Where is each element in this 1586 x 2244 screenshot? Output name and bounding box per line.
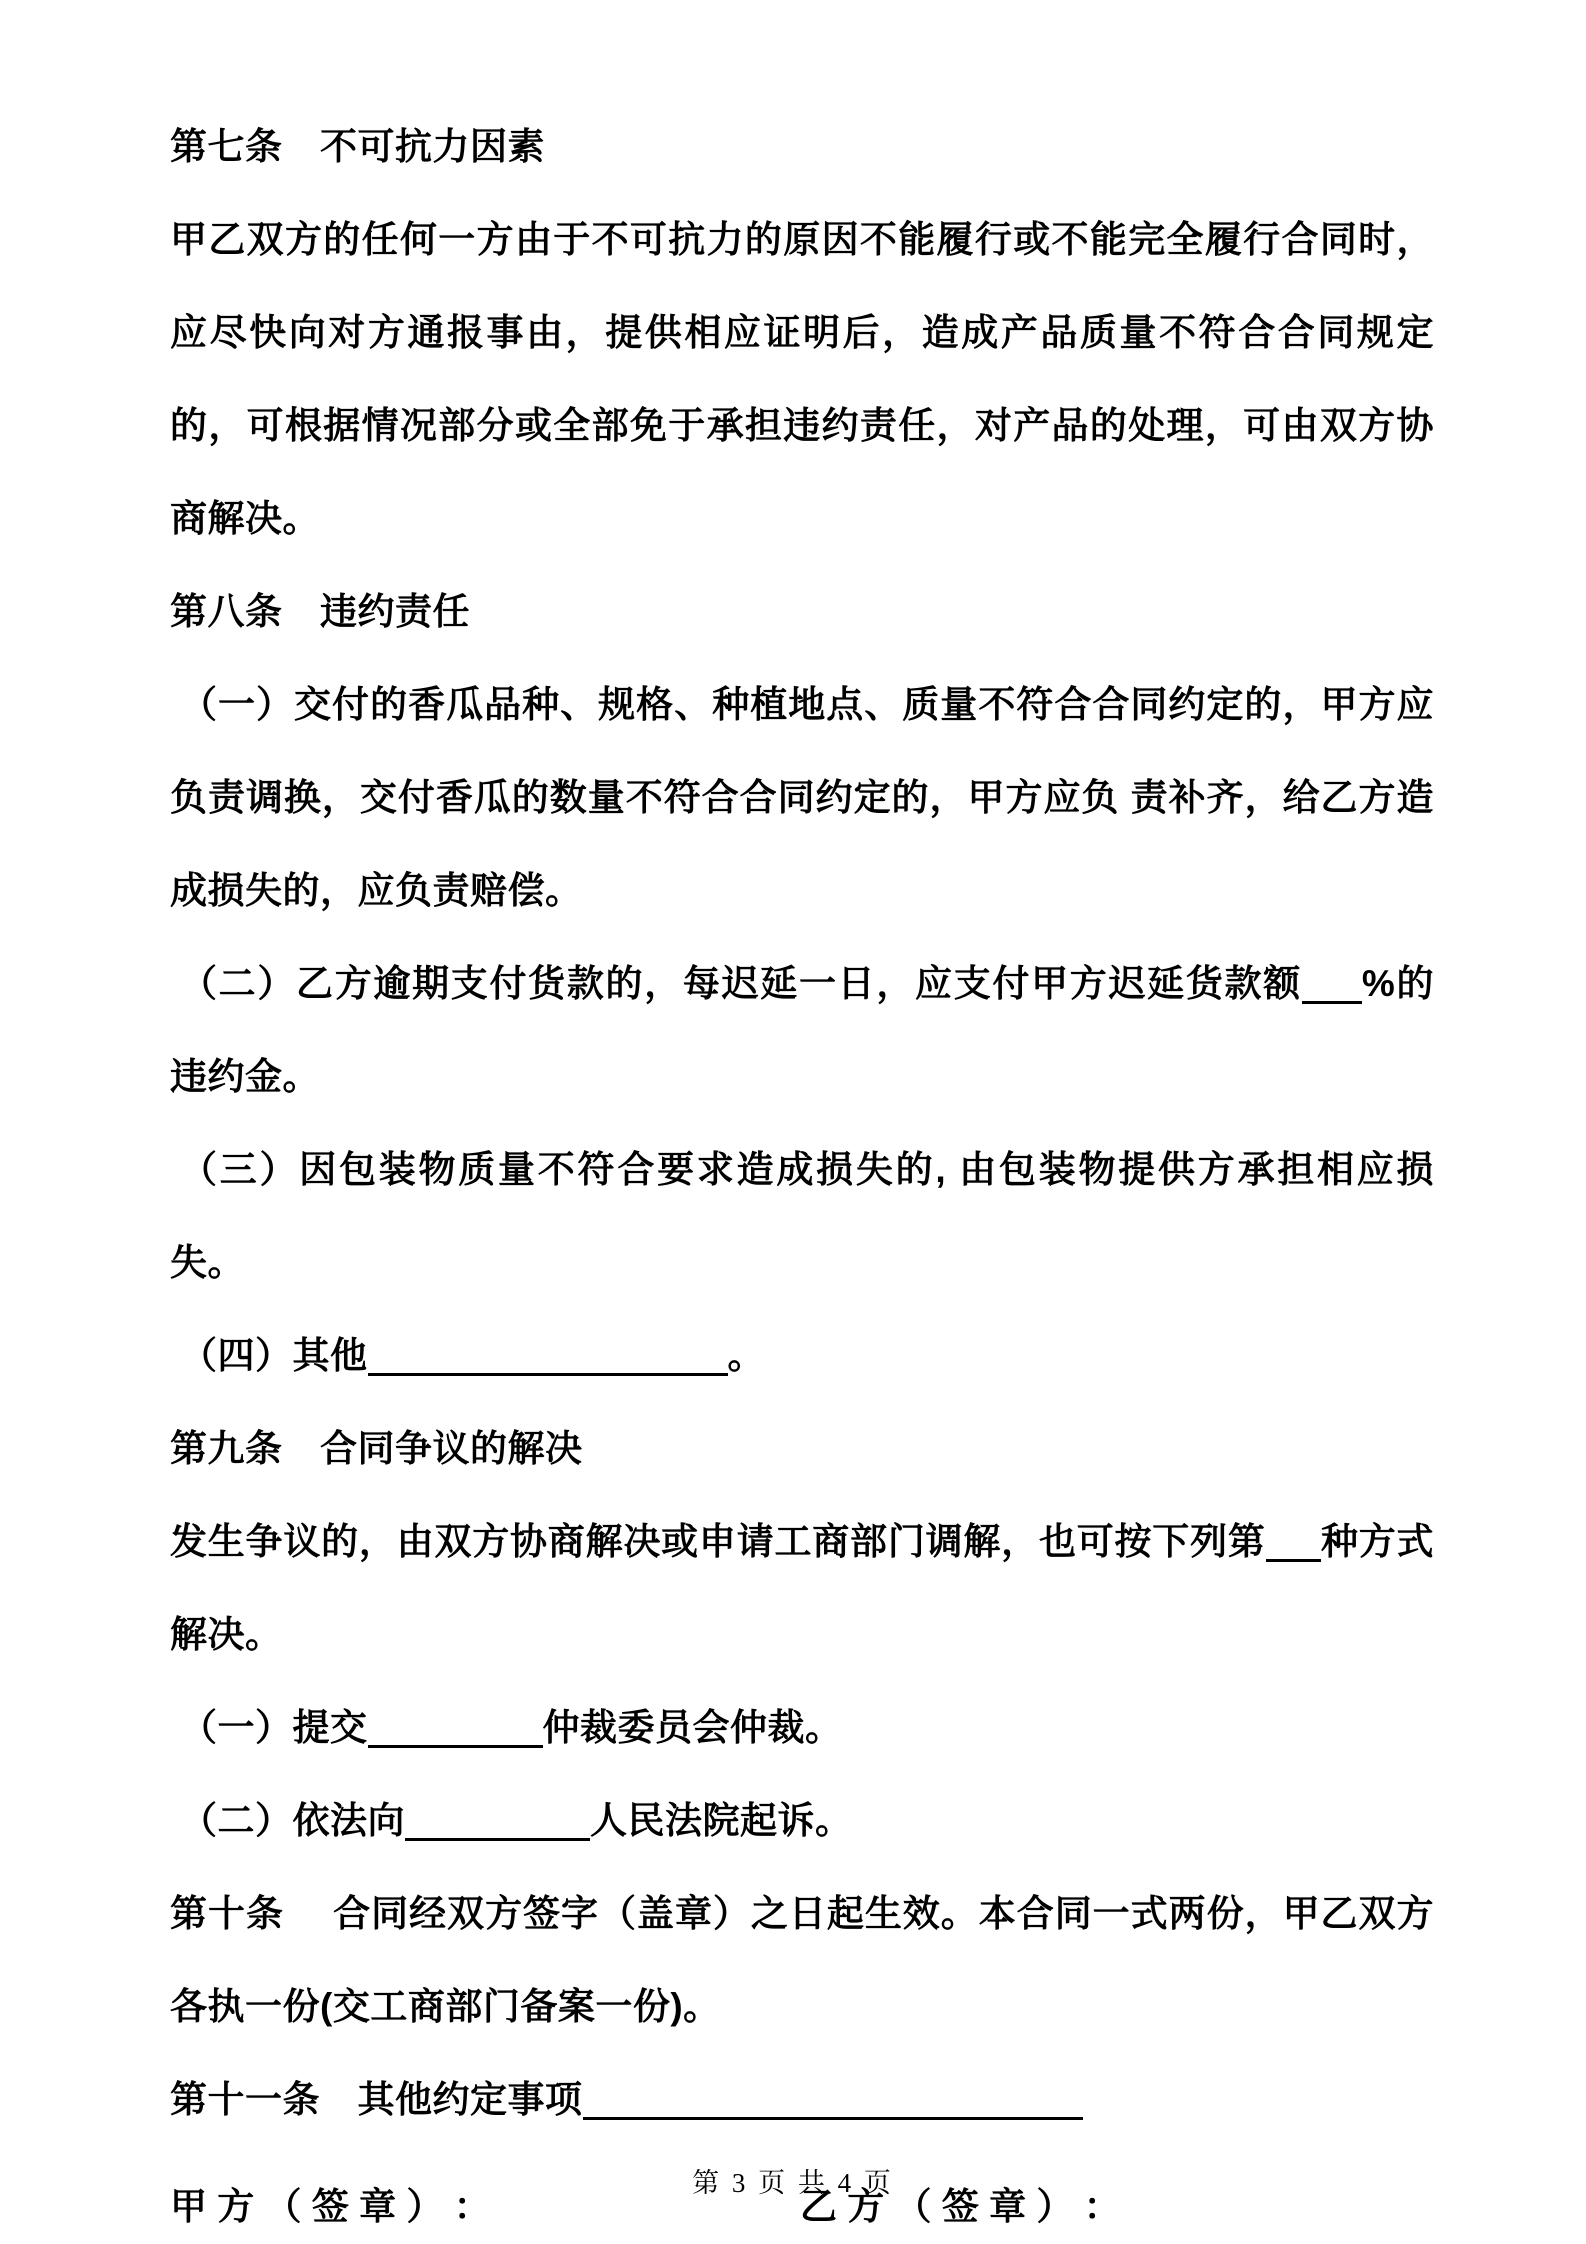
clause-8-item-2-tail: %的违约金。 bbox=[170, 963, 1434, 1097]
blank-line bbox=[1266, 1517, 1321, 1562]
clause-11-body bbox=[170, 2053, 1434, 2146]
clause-9-body-text: 发生争议的，由双方协商解决或申请工商部门调解，也可按下列第 bbox=[170, 1521, 1266, 1562]
clause-9-item-1-tail: 仲裁委员会仲裁。 bbox=[542, 1707, 843, 1748]
clause-8-heading: 第八条 违约责任 bbox=[170, 591, 470, 632]
blank-line bbox=[1302, 959, 1362, 1004]
blank-line bbox=[583, 2075, 1083, 2120]
clause-10-body: 第十条 合同经双方签字（盖章）之日起生效。本合同一式两份，甲乙双方各执一份(交工商部门备案一份)。 bbox=[170, 1893, 1434, 2027]
clause-9-item-2 bbox=[170, 1774, 1434, 1867]
clause-8-item-4-tail: 。 bbox=[727, 1335, 765, 1376]
clause-8-item-2-text: （二）乙方逾期支付货款的，每迟延一日，应支付甲方迟延货款额 bbox=[180, 963, 1302, 1004]
clause-8-item-1: （一）交付的香瓜品种、规格、种植地点、质量不符合合同约定的，甲方应负责调换，交付香瓜的数量不符合合同约定的，甲方应负 责补齐，给乙方造成损失的，应负责赔偿。 bbox=[170, 684, 1434, 911]
clause-9-item-1-text: （一）提交 bbox=[180, 1707, 368, 1748]
page-number: 第 3 页 共 4 页 bbox=[692, 2168, 894, 2198]
clause-9-item-2-text: （二）依法向 bbox=[180, 1800, 405, 1841]
clause-9-heading: 第九条 合同争议的解决 bbox=[170, 1428, 583, 1469]
clause-8-item-3: （三）因包装物质量不符合要求造成损失的, 由包装物提供方承担相应损失。 bbox=[170, 1149, 1434, 1283]
blank-line bbox=[368, 1703, 543, 1748]
clause-8-item-4-text: （四）其他 bbox=[180, 1335, 368, 1376]
blank-line bbox=[405, 1796, 590, 1841]
clause-8-item-4 bbox=[170, 1309, 1434, 1402]
clause-8-item-2 bbox=[170, 937, 1434, 1123]
clause-9-item-2-tail: 人民法院起诉。 bbox=[590, 1800, 853, 1841]
clause-9-body-tail: 种方式解决。 bbox=[170, 1521, 1434, 1655]
clause-11-text: 第十一条 其他约定事项 bbox=[170, 2079, 583, 2120]
contract-body bbox=[170, 100, 1434, 2244]
clause-7-heading: 第七条 不可抗力因素 bbox=[170, 126, 545, 167]
clause-7-body: 甲乙双方的任何一方由于不可抗力的原因不能履行或不能完全履行合同时，应尽快向对方通报事由，提供相应证明后，造成产品质量不符合合同规定的，可根据情况部分或全部免于承担违约责任，对产品的处理，可由双方协商解决。 bbox=[170, 219, 1434, 539]
clause-9-body bbox=[170, 1495, 1434, 1681]
clause-9-item-1 bbox=[170, 1681, 1434, 1774]
party-a-signature-label: 甲 方 （ 签 章 ） ： bbox=[170, 2186, 491, 2227]
party-b-signature-label: 乙 方 （ 签 章 ） ： bbox=[800, 2186, 1121, 2227]
blank-line bbox=[368, 1331, 728, 1376]
